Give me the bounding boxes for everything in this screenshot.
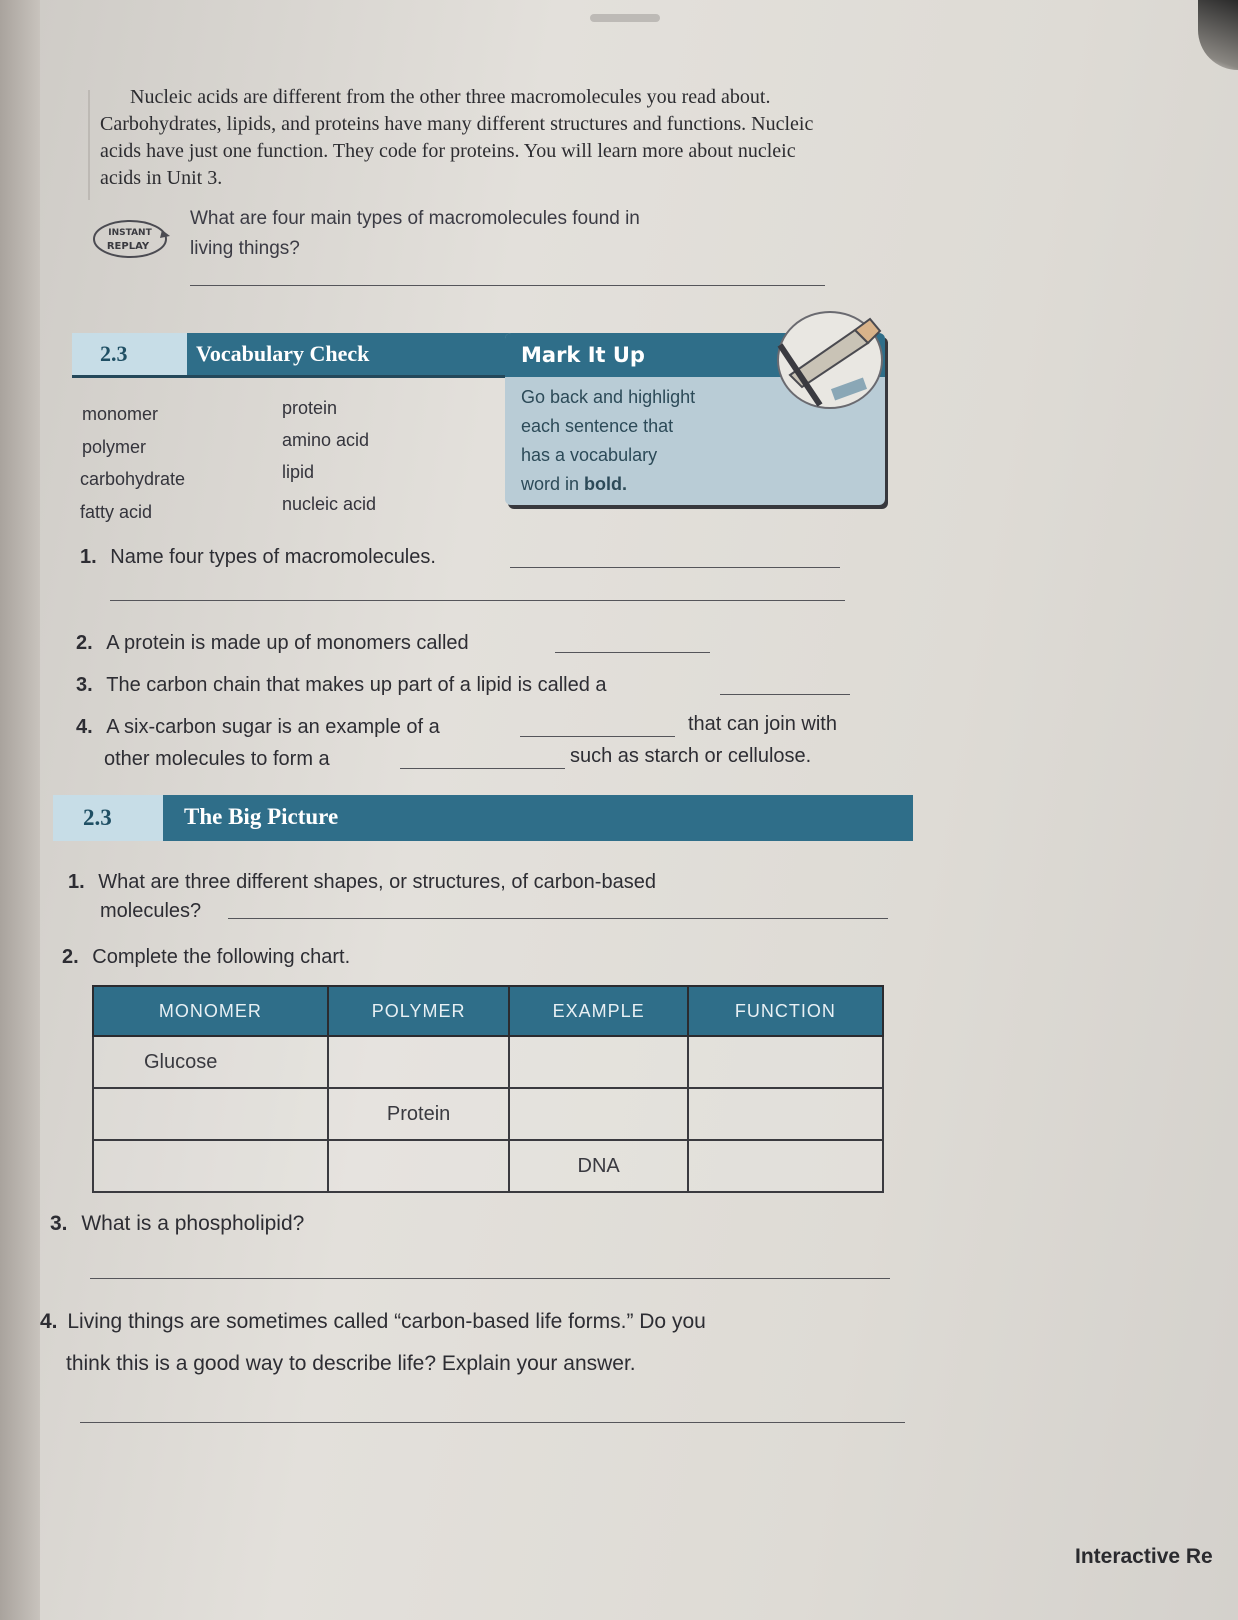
vocab-word: fatty acid (80, 502, 153, 522)
vocab-question-3 (76, 674, 607, 697)
answer-line[interactable] (228, 918, 888, 919)
chart-header-function: FUNCTION (688, 986, 883, 1036)
vocab-header-underline (72, 375, 512, 378)
table-cell[interactable] (328, 1036, 510, 1088)
vocab-word: polymer (82, 437, 147, 457)
mark-it-up-line4-bold: bold. (584, 474, 628, 494)
big-picture-header-bar (53, 795, 913, 841)
instant-replay-question (190, 204, 750, 264)
vocab-word: nucleic acid (282, 494, 377, 514)
answer-line[interactable] (110, 600, 845, 601)
vocab-word: amino acid (282, 430, 370, 450)
question-text: Living things are sometimes called “carbon-based life forms.” Do you (67, 1310, 706, 1333)
table-cell[interactable] (93, 1140, 328, 1192)
big-picture-question-4 (40, 1310, 706, 1334)
chart-header-row (93, 986, 883, 1036)
question-text: Complete the following chart. (92, 946, 351, 968)
question-text: Name four types of macromolecules. (110, 546, 436, 568)
vocab-word: protein (282, 398, 338, 418)
table-cell[interactable] (509, 1036, 687, 1088)
question-text: The carbon chain that makes up part of a lipid is called a (106, 674, 607, 696)
vocab-word: carbohydrate (80, 469, 186, 489)
answer-line[interactable] (720, 694, 850, 695)
mark-it-up-line: each sentence that (521, 416, 674, 436)
big-picture-question-3 (50, 1212, 304, 1236)
chart-header-monomer: MONOMER (93, 986, 328, 1036)
question-number: 4. (40, 1310, 58, 1333)
question-number: 1. (80, 546, 97, 568)
question-text: What are three different shapes, or structures, of carbon-based (98, 871, 656, 893)
vocab-word: lipid (282, 462, 315, 482)
chart-header-example: EXAMPLE (509, 986, 687, 1036)
question-text: think this is a good way to describe life? Explain your answer. (66, 1352, 636, 1375)
instant-replay-icon (92, 216, 172, 262)
question-text: molecules? (100, 900, 202, 922)
table-cell[interactable] (509, 1088, 687, 1140)
table-row (93, 1140, 883, 1192)
question-number: 2. (76, 632, 93, 654)
mark-it-up-line4-prefix: word in (521, 474, 585, 494)
replay-question-line1: What are four main types of macromolecules found in (190, 208, 640, 229)
mark-it-up-instructions (521, 383, 761, 499)
vocab-section-title: Vocabulary Check (196, 341, 370, 366)
table-row (93, 1036, 883, 1088)
margin-rule (88, 90, 90, 200)
mark-it-up-line (521, 470, 761, 499)
question-number: 2. (62, 946, 79, 968)
answer-line[interactable] (400, 768, 565, 769)
question-text: A six-carbon sugar is an example of a (106, 716, 440, 738)
question-number: 3. (50, 1212, 68, 1235)
vocab-section-number: 2.3 (72, 333, 187, 375)
intro-text: Nucleic acids are different from the other three macromolecules you read about. Carbohydrates, lipids, and proteins have many different structures and functions. Nucleic acids have just one function. They code for proteins. You will learn more about nucleic acids in Unit 3. (100, 86, 814, 189)
table-cell[interactable] (328, 1140, 510, 1192)
big-picture-question-1 (68, 866, 848, 898)
question-text: What is a phospholipid? (81, 1212, 305, 1235)
vocab-question-2 (76, 632, 469, 655)
page-footer-label: Interactive Re (1075, 1545, 1213, 1568)
replay-badge-bottom: REPLAY (106, 241, 150, 252)
question-number: 3. (76, 674, 93, 696)
question-number: 4. (76, 716, 93, 738)
answer-line[interactable] (80, 1422, 905, 1423)
big-picture-section-number: 2.3 (53, 795, 163, 841)
chart-header-polymer: POLYMER (328, 986, 510, 1036)
answer-line[interactable] (90, 1278, 890, 1279)
vocab-question-4 (76, 716, 440, 739)
replay-answer-line[interactable] (190, 285, 825, 286)
table-cell[interactable]: DNA (509, 1140, 687, 1192)
mark-it-up-title: Mark It Up (521, 343, 645, 367)
table-row (93, 1088, 883, 1140)
question-number: 1. (68, 871, 85, 893)
replay-badge-top: INSTANT (108, 228, 152, 238)
table-cell[interactable] (93, 1088, 328, 1140)
table-cell[interactable]: Glucose (93, 1036, 328, 1088)
vocab-word: monomer (82, 404, 159, 424)
question-text: such as starch or cellulose. (570, 745, 812, 767)
big-picture-question-2 (62, 946, 350, 969)
highlighter-illustration-icon (760, 305, 890, 425)
big-picture-title: The Big Picture (184, 804, 339, 829)
mark-it-up-line: Go back and highlight (521, 387, 696, 407)
question-text: that can join with (688, 713, 837, 735)
page-corner-shadow (1198, 0, 1238, 70)
question-text: other molecules to form a (104, 748, 330, 770)
vocab-question-1 (80, 546, 436, 569)
book-spine (0, 0, 40, 1620)
intro-paragraph (100, 84, 820, 192)
table-cell[interactable] (688, 1140, 883, 1192)
table-cell[interactable] (688, 1088, 883, 1140)
table-cell[interactable]: Protein (328, 1088, 510, 1140)
answer-line[interactable] (520, 736, 675, 737)
mark-it-up-line: has a vocabulary (521, 445, 658, 465)
macromolecule-chart (92, 985, 884, 1193)
table-cell[interactable] (688, 1036, 883, 1088)
answer-line[interactable] (510, 567, 840, 568)
replay-question-line2: living things? (190, 238, 300, 259)
question-text: A protein is made up of monomers called (106, 632, 469, 654)
answer-line[interactable] (555, 652, 710, 653)
clip-mark (590, 14, 660, 22)
